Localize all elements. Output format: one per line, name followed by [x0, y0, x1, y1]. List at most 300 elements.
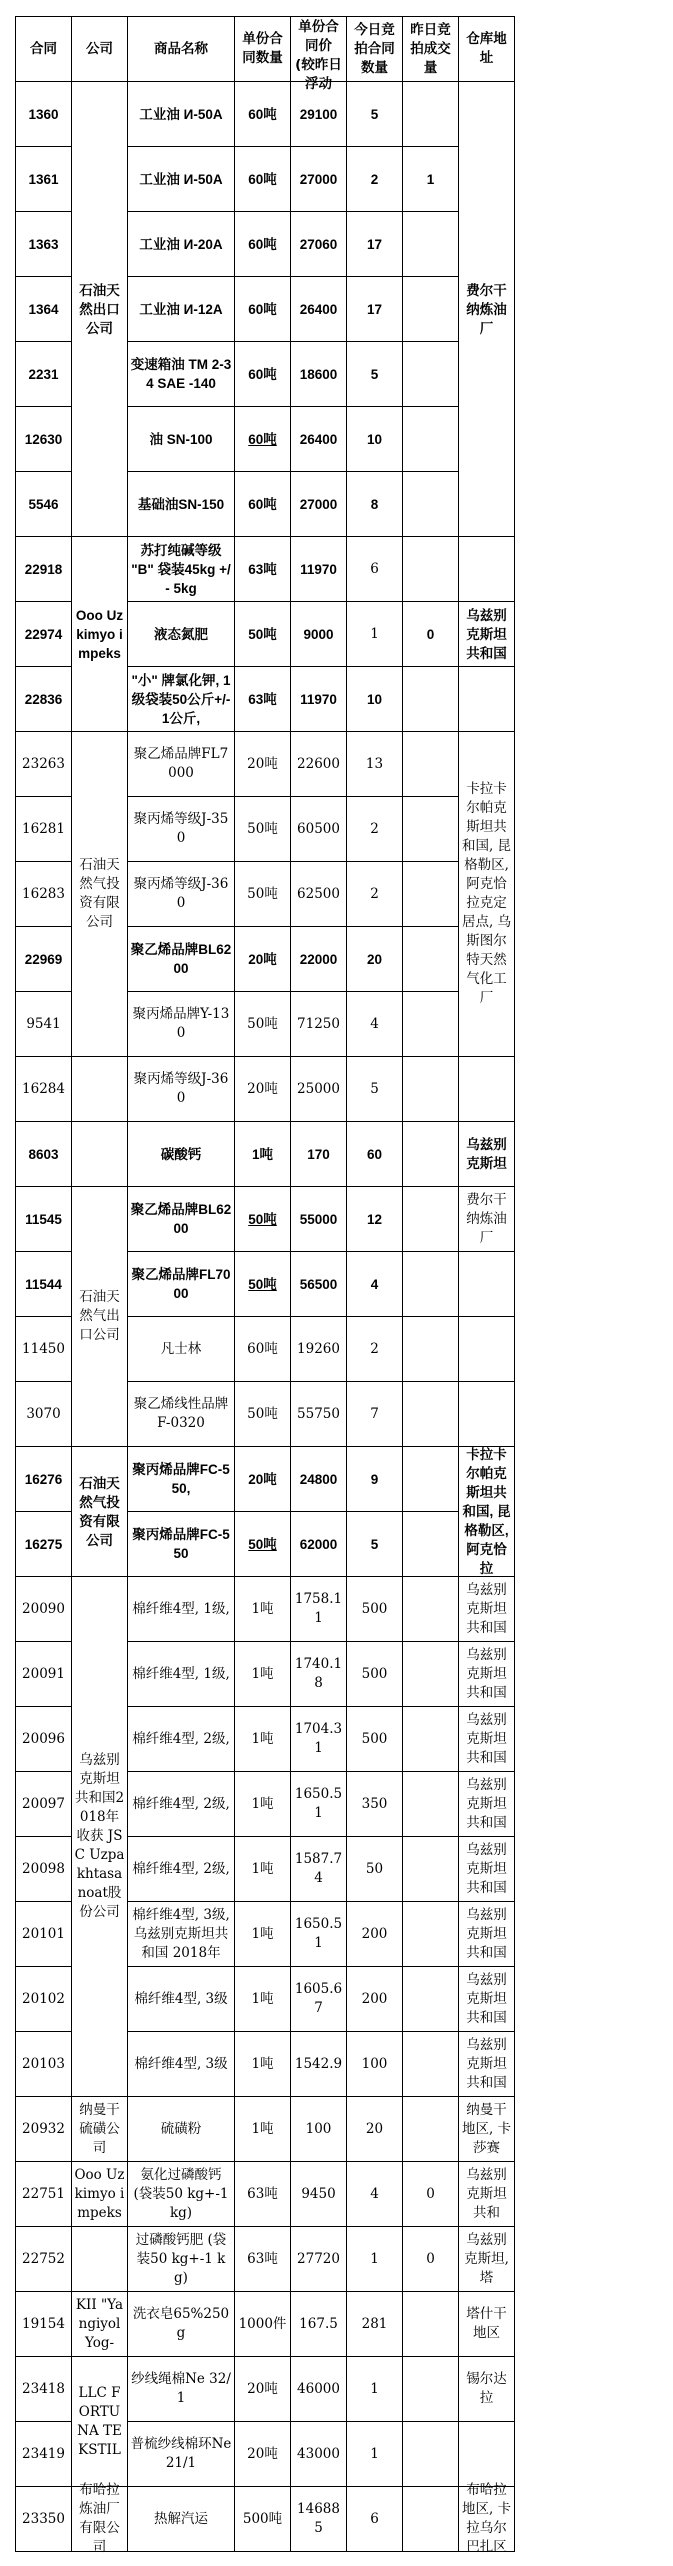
company-text: 乌兹别克斯坦共和国2018年收获 JSC Uzpakhtasanoat股份公司	[74, 1752, 125, 1920]
price-cell	[291, 1642, 347, 1707]
table-row	[16, 1122, 515, 1187]
product-text: 硫磺粉	[160, 2120, 202, 2137]
today-text: 1	[370, 625, 379, 642]
product-cell	[128, 2292, 235, 2357]
contract-cell	[16, 2032, 72, 2097]
price-cell	[291, 667, 347, 732]
qty-text: 50吨	[248, 626, 277, 642]
today-cell	[347, 602, 403, 667]
today-cell	[347, 1772, 403, 1837]
today-text: 6	[370, 2510, 379, 2527]
product-cell	[128, 1252, 235, 1317]
today-text: 281	[361, 2315, 388, 2332]
price-text: 22000	[299, 951, 338, 967]
yesterday-cell	[403, 537, 459, 602]
qty-text: 63吨	[247, 2185, 278, 2202]
table-row	[16, 2097, 515, 2162]
qty-cell	[235, 2032, 291, 2097]
price-text: 55000	[299, 1211, 338, 1227]
company-text: LLC FORTUNA TEKSTIL	[77, 2384, 122, 2458]
qty-cell	[235, 537, 291, 602]
today-cell	[347, 277, 403, 342]
price-cell	[291, 407, 347, 472]
auction-table	[15, 16, 515, 2555]
warehouse-cell	[459, 2482, 515, 2555]
contract-text: 22752	[22, 2250, 65, 2267]
yesterday-cell	[403, 212, 459, 277]
contract-text: 16283	[22, 885, 65, 902]
contract-cell	[16, 1317, 72, 1382]
qty-cell	[235, 212, 291, 277]
warehouse-text: 乌兹别克斯坦, 塔	[464, 2231, 514, 2286]
today-cell	[347, 1967, 403, 2032]
today-text: 8	[370, 496, 379, 512]
product-text: 聚丙烯等级J-360	[133, 1071, 229, 1106]
contract-cell	[16, 277, 72, 342]
warehouse-cell	[459, 2357, 515, 2422]
today-text: 500	[361, 1730, 388, 1747]
contract-cell	[16, 797, 72, 862]
price-text: 24800	[299, 1471, 338, 1487]
yesterday-cell	[403, 2097, 459, 2162]
qty-text: 1吨	[251, 1860, 274, 1877]
warehouse-cell	[459, 2422, 515, 2487]
qty-text: 50吨	[248, 1536, 277, 1552]
qty-cell	[235, 1512, 291, 1577]
product-cell	[128, 212, 235, 277]
qty-cell	[235, 407, 291, 472]
price-cell	[291, 2292, 347, 2357]
company-cell	[72, 1057, 128, 1122]
product-text: 过磷酸钙肥 (袋装50 kg+-1 kg)	[135, 2231, 227, 2286]
company-text: 石油天然气出口公司	[79, 1289, 120, 1343]
qty-cell	[235, 927, 291, 992]
warehouse-text: 乌兹别克斯坦共和国	[466, 1841, 507, 1896]
contract-text: 12630	[24, 431, 63, 447]
product-text: 普梳纱线棉环Ne 21/1	[130, 2436, 236, 2471]
qty-cell	[235, 2487, 291, 2552]
company-text: 石油天然气投资有限公司	[79, 1475, 120, 1548]
qty-text: 1吨	[251, 1990, 274, 2007]
today-cell	[347, 1122, 403, 1187]
today-cell	[347, 667, 403, 732]
qty-text: 63吨	[248, 561, 277, 577]
product-cell	[128, 2162, 235, 2227]
warehouse-cell	[459, 1252, 515, 1317]
yesterday-cell	[403, 2162, 459, 2227]
qty-cell	[235, 602, 291, 667]
yesterday-text: 0	[426, 2185, 435, 2202]
price-cell	[291, 472, 347, 537]
product-cell	[128, 992, 235, 1057]
price-text: 19260	[297, 1340, 340, 1357]
product-text: 变速箱油 TM 2-34 SAE -140	[130, 357, 232, 391]
product-cell	[128, 342, 235, 407]
price-cell	[291, 797, 347, 862]
company-text: 石油天然出口公司	[79, 282, 120, 336]
contract-text: 22836	[24, 691, 63, 707]
price-text: 1650.51	[294, 1786, 343, 1821]
qty-text: 20吨	[247, 2445, 278, 2462]
contract-text: 1363	[28, 236, 59, 252]
product-text: 聚丙烯品牌Y-130	[132, 1006, 230, 1041]
contract-text: 23418	[22, 2380, 65, 2397]
header-price: 单份合同价 (较昨日浮动	[291, 17, 347, 82]
today-text: 2	[370, 820, 379, 837]
product-cell	[128, 1317, 235, 1382]
contract-cell	[16, 1512, 72, 1577]
product-text: 聚丙烯品牌FC-550,	[132, 1462, 230, 1496]
header-yesterday: 昨日竞拍成交量	[403, 17, 459, 82]
price-text: 1758.11	[294, 1591, 343, 1626]
table-row	[16, 82, 515, 147]
qty-cell	[235, 82, 291, 147]
today-cell	[347, 732, 403, 797]
header-warehouse: 仓库地址	[459, 17, 515, 82]
contract-text: 23350	[22, 2510, 65, 2527]
product-text: 棉纤维4型, 2级,	[132, 1795, 230, 1812]
contract-text: 1361	[28, 171, 59, 187]
contract-cell	[16, 1837, 72, 1902]
contract-text: 1364	[28, 301, 59, 317]
contract-text: 16276	[24, 1471, 63, 1487]
header-product: 商品名称	[128, 17, 235, 82]
today-text: 2	[370, 1340, 379, 1357]
contract-cell	[16, 2487, 72, 2552]
qty-cell	[235, 1252, 291, 1317]
warehouse-cell	[459, 1902, 515, 1967]
qty-cell	[235, 667, 291, 732]
warehouse-cell	[459, 1382, 515, 1447]
contract-text: 22751	[22, 2185, 65, 2202]
header-company: 公司	[72, 17, 128, 82]
yesterday-text: 1	[426, 171, 435, 187]
product-cell	[128, 732, 235, 797]
qty-cell	[235, 277, 291, 342]
qty-text: 50吨	[247, 1015, 278, 1032]
contract-cell	[16, 927, 72, 992]
table-row	[16, 1187, 515, 1252]
today-cell	[347, 2032, 403, 2097]
product-text: 棉纤维4型, 3级	[134, 2055, 228, 2072]
today-cell	[347, 1317, 403, 1382]
yesterday-cell	[403, 1512, 459, 1577]
today-text: 4	[370, 1015, 379, 1032]
warehouse-cell	[459, 1317, 515, 1382]
product-text: 棉纤维4型, 2级,	[132, 1730, 230, 1747]
header-contract: 合同	[16, 17, 72, 82]
qty-text: 1吨	[251, 2120, 274, 2137]
price-text: 1650.51	[294, 1916, 343, 1951]
yesterday-cell	[403, 1057, 459, 1122]
qty-cell	[235, 1317, 291, 1382]
warehouse-cell	[459, 1122, 515, 1187]
product-text: 棉纤维4型, 3级	[134, 1990, 228, 2007]
price-cell	[291, 1447, 347, 1512]
product-cell	[128, 277, 235, 342]
warehouse-cell	[459, 2162, 515, 2227]
today-cell	[347, 1642, 403, 1707]
price-text: 9000	[303, 626, 334, 642]
yesterday-cell	[403, 1967, 459, 2032]
qty-cell	[235, 862, 291, 927]
product-cell	[128, 1057, 235, 1122]
price-text: 9450	[301, 2185, 336, 2202]
product-cell	[128, 2227, 235, 2292]
warehouse-text: 乌兹别克斯坦共和国	[466, 1711, 507, 1766]
company-cell	[72, 2357, 128, 2487]
warehouse-cell	[459, 2097, 515, 2162]
product-cell	[128, 2097, 235, 2162]
today-cell	[347, 407, 403, 472]
warehouse-cell	[459, 602, 515, 667]
product-cell	[128, 147, 235, 212]
product-cell	[128, 1122, 235, 1187]
header-today: 今日竞拍合同数量	[347, 17, 403, 82]
product-text: 热解汽运	[154, 2510, 208, 2527]
price-cell	[291, 2162, 347, 2227]
today-text: 5	[370, 366, 379, 382]
contract-cell	[16, 1122, 72, 1187]
price-cell	[291, 2422, 347, 2487]
price-text: 62500	[297, 885, 340, 902]
contract-cell	[16, 1707, 72, 1772]
price-text: 27060	[299, 236, 338, 252]
product-cell	[128, 1707, 235, 1772]
warehouse-text: 乌兹别克斯坦共和	[466, 2166, 507, 2221]
today-text: 20	[366, 951, 383, 967]
contract-cell	[16, 992, 72, 1057]
yesterday-cell	[403, 1252, 459, 1317]
contract-text: 5546	[28, 496, 59, 512]
price-text: 56500	[299, 1276, 338, 1292]
yesterday-cell	[403, 862, 459, 927]
product-text: 棉纤维4型, 3级, 乌兹别克斯坦共和国 2018年	[132, 1906, 235, 1961]
price-text: 11970	[300, 691, 337, 707]
today-text: 500	[361, 1665, 388, 1682]
today-text: 7	[370, 1405, 379, 1422]
product-text: 聚乙烯品牌BL6200	[130, 1202, 232, 1236]
company-text: Ooo Uzkimyo impeks	[74, 2166, 125, 2221]
contract-cell	[16, 2357, 72, 2422]
company-text: 布哈拉炼油厂有限公司	[79, 2482, 120, 2555]
today-cell	[347, 537, 403, 602]
price-text: 55750	[297, 1405, 340, 1422]
yesterday-cell	[403, 1707, 459, 1772]
qty-cell	[235, 1057, 291, 1122]
price-cell	[291, 1252, 347, 1317]
qty-text: 50吨	[247, 820, 278, 837]
contract-text: 3070	[26, 1405, 61, 1422]
contract-cell	[16, 82, 72, 147]
qty-cell	[235, 2422, 291, 2487]
warehouse-text: 乌兹别克斯坦共和国	[466, 607, 507, 661]
company-cell	[72, 1447, 128, 1577]
warehouse-text: 乌兹别克斯坦共和国	[466, 1776, 507, 1831]
yesterday-cell	[403, 602, 459, 667]
contract-cell	[16, 537, 72, 602]
yesterday-cell	[403, 1577, 459, 1642]
yesterday-cell	[403, 1642, 459, 1707]
qty-cell	[235, 2097, 291, 2162]
contract-cell	[16, 2292, 72, 2357]
today-text: 5	[370, 106, 379, 122]
product-cell	[128, 2357, 235, 2422]
contract-text: 11450	[22, 1340, 65, 1357]
qty-cell	[235, 2292, 291, 2357]
yesterday-cell	[403, 667, 459, 732]
warehouse-cell	[459, 1837, 515, 1902]
product-cell	[128, 2032, 235, 2097]
qty-text: 60吨	[248, 236, 277, 252]
contract-cell	[16, 1187, 72, 1252]
today-cell	[347, 1577, 403, 1642]
contract-text: 16281	[22, 820, 65, 837]
product-cell	[128, 1187, 235, 1252]
warehouse-text: 费尔干纳炼油厂	[466, 1191, 507, 1246]
table-row	[16, 1057, 515, 1122]
product-text: 聚乙烯线性品牌F-0320	[133, 1396, 229, 1431]
warehouse-cell	[459, 732, 515, 1057]
warehouse-cell	[459, 1707, 515, 1772]
price-cell	[291, 992, 347, 1057]
qty-text: 60吨	[248, 171, 277, 187]
contract-cell	[16, 472, 72, 537]
qty-text: 60吨	[248, 106, 277, 122]
contract-text: 20096	[22, 1730, 65, 1747]
today-cell	[347, 82, 403, 147]
qty-cell	[235, 1382, 291, 1447]
qty-text: 63吨	[248, 691, 277, 707]
warehouse-text: 乌兹别克斯坦共和国	[466, 1906, 507, 1961]
today-cell	[347, 472, 403, 537]
company-cell	[72, 1577, 128, 2097]
product-text: 聚乙烯品牌BL6200	[130, 942, 232, 976]
today-cell	[347, 1707, 403, 1772]
product-cell	[128, 1382, 235, 1447]
contract-cell	[16, 1967, 72, 2032]
qty-text: 60吨	[248, 496, 277, 512]
product-text: 聚丙烯等级J-350	[133, 811, 229, 846]
price-cell	[291, 342, 347, 407]
price-text: 11970	[300, 561, 337, 577]
product-text: 棉纤维4型, 2级,	[132, 1860, 230, 1877]
contract-cell	[16, 147, 72, 212]
product-text: 棉纤维4型, 1级,	[132, 1600, 230, 1617]
product-cell	[128, 862, 235, 927]
price-text: 1587.74	[294, 1851, 343, 1886]
contract-text: 11545	[25, 1211, 62, 1227]
yesterday-cell	[403, 277, 459, 342]
price-cell	[291, 732, 347, 797]
company-cell	[72, 2097, 128, 2162]
table-row	[16, 1447, 515, 1512]
yesterday-cell	[403, 1772, 459, 1837]
product-cell	[128, 1902, 235, 1967]
yesterday-cell	[403, 2487, 459, 2552]
qty-text: 60吨	[248, 431, 277, 447]
contract-text: 20932	[22, 2120, 65, 2137]
price-cell	[291, 1577, 347, 1642]
today-text: 200	[361, 1990, 388, 2007]
today-text: 10	[366, 691, 383, 707]
price-text: 62000	[299, 1536, 338, 1552]
yesterday-cell	[403, 1122, 459, 1187]
yesterday-cell	[403, 1187, 459, 1252]
company-cell	[72, 2227, 128, 2292]
today-cell	[347, 797, 403, 862]
price-text: 43000	[297, 2445, 340, 2462]
price-text: 1704.31	[294, 1721, 343, 1756]
warehouse-cell	[459, 537, 515, 602]
price-cell	[291, 1902, 347, 1967]
today-text: 60	[366, 1146, 383, 1162]
contract-text: 22918	[24, 561, 63, 577]
table-row	[16, 1577, 515, 1642]
warehouse-cell	[459, 2292, 515, 2357]
header-row	[16, 17, 515, 82]
product-text: 液态氮肥	[154, 626, 208, 642]
qty-text: 1吨	[251, 1795, 274, 1812]
qty-cell	[235, 342, 291, 407]
yesterday-cell	[403, 2292, 459, 2357]
product-cell	[128, 797, 235, 862]
price-cell	[291, 147, 347, 212]
contract-text: 23263	[22, 755, 65, 772]
contract-cell	[16, 1577, 72, 1642]
today-cell	[347, 2097, 403, 2162]
warehouse-text: 乌兹别克斯坦共和国	[466, 2036, 507, 2091]
company-cell	[72, 1122, 128, 1187]
price-text: 167.5	[299, 2315, 338, 2332]
price-cell	[291, 1187, 347, 1252]
product-cell	[128, 1967, 235, 2032]
qty-cell	[235, 472, 291, 537]
product-text: 碳酸钙	[160, 1146, 202, 1162]
contract-text: 20101	[22, 1925, 65, 1942]
contract-text: 20091	[22, 1665, 65, 1682]
price-text: 18600	[299, 366, 338, 382]
today-text: 1	[370, 2250, 379, 2267]
yesterday-cell	[403, 2422, 459, 2487]
contract-cell	[16, 2162, 72, 2227]
contract-cell	[16, 1902, 72, 1967]
warehouse-text: 塔什干地区	[466, 2306, 507, 2341]
price-cell	[291, 602, 347, 667]
warehouse-text: 卡拉卡尔帕克斯坦共和国, 昆格勒区, 阿克恰拉	[462, 1447, 513, 1576]
product-text: 聚乙烯品牌FL7000	[133, 746, 229, 781]
yesterday-cell	[403, 732, 459, 797]
table-row	[16, 2227, 515, 2292]
price-text: 1605.67	[294, 1981, 343, 2016]
qty-cell	[235, 1577, 291, 1642]
product-text: "小" 牌氯化钾, 1级袋装50公斤+/- 1公斤,	[131, 672, 235, 726]
today-text: 5	[370, 1536, 379, 1552]
contract-text: 9541	[26, 1015, 61, 1032]
contract-cell	[16, 2227, 72, 2292]
today-cell	[347, 2292, 403, 2357]
yesterday-cell	[403, 342, 459, 407]
product-cell	[128, 537, 235, 602]
warehouse-cell	[459, 2227, 515, 2292]
qty-cell	[235, 732, 291, 797]
yesterday-cell	[403, 992, 459, 1057]
product-cell	[128, 1447, 235, 1512]
warehouse-cell	[459, 1577, 515, 1642]
today-cell	[347, 1447, 403, 1512]
contract-cell	[16, 2097, 72, 2162]
qty-cell	[235, 1902, 291, 1967]
